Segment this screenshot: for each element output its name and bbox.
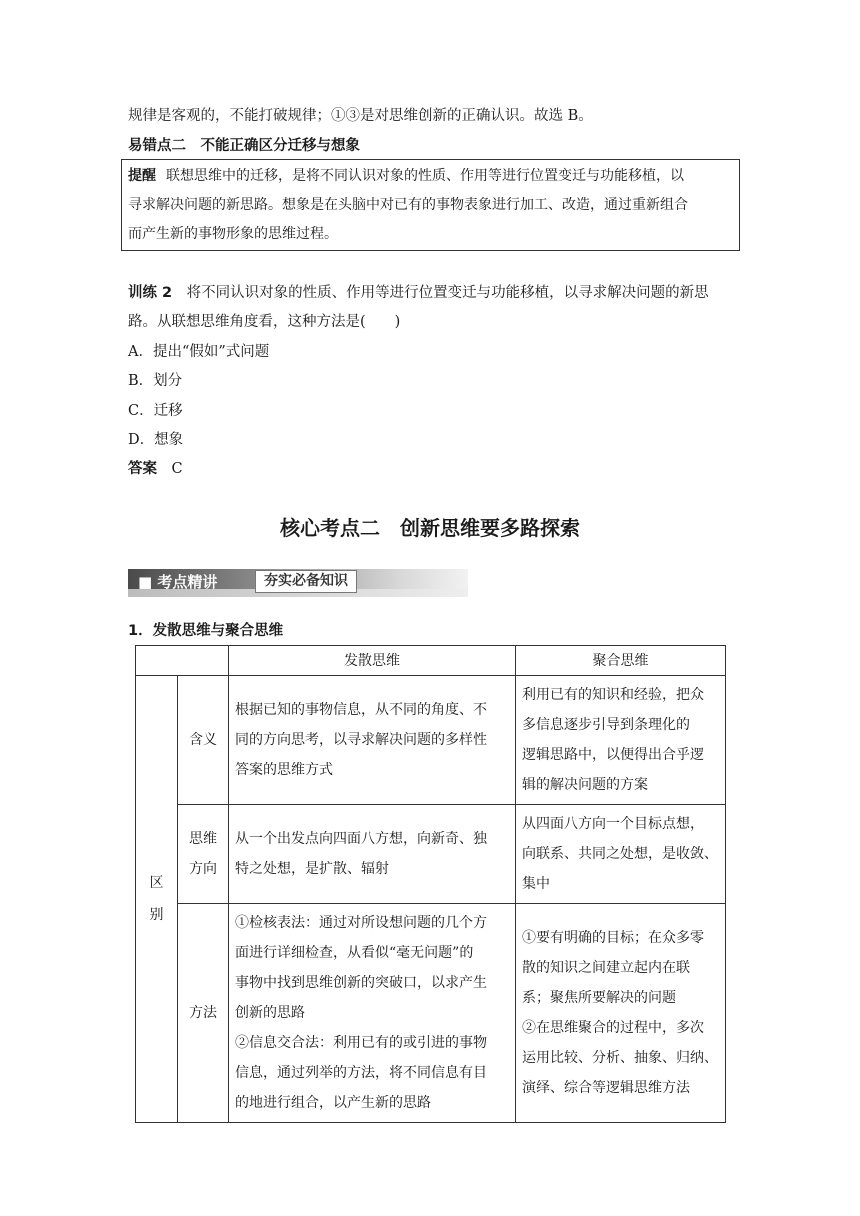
- cell-line: 散的知识之间建立起内在联: [522, 960, 690, 976]
- tip-text-1: 联想思维中的迁移，是将不同认识对象的性质、作用等进行位置变迁与功能移植，以: [166, 168, 684, 184]
- option-a: A．提出“假如”式问题: [128, 344, 270, 360]
- subsection-heading: 1．发散思维与聚合思维: [128, 623, 284, 639]
- cell-line: 利用已有的知识和经验，把众: [522, 687, 704, 703]
- cell-line: ②信息交合法：利用已有的或引进的事物: [235, 1035, 487, 1051]
- cell-line: 信息，通过列举的方法，将不同信息有目: [235, 1065, 487, 1081]
- exercise-stem-line-1: [128, 281, 709, 302]
- tip-line-2: 寻求解决问题的新思路。想象是在头脑中对已有的事物表象进行加工、改造，通过重新组合: [128, 197, 688, 213]
- cell-line: 根据已知的事物信息，从不同的角度、不: [235, 702, 487, 718]
- tip-label: 提醒: [128, 168, 156, 184]
- header-divergent: 发散思维: [229, 646, 516, 676]
- cell-line: 从四面八方向一个目标点想，: [522, 816, 704, 832]
- exercise-stem-line-2: 路。从联想思维角度看，这种方法是( ): [128, 314, 401, 330]
- exercise-label: 训练 2: [128, 285, 173, 301]
- cell-line: 辑的解决问题的方案: [522, 777, 648, 793]
- tip-line-3: 而产生新的事物形象的思维过程。: [128, 226, 338, 242]
- table-row-direction: [136, 805, 726, 904]
- header-convergent: 聚合思维: [516, 646, 726, 676]
- cell-line: ①检核表法：通过对所设想问题的几个方: [235, 915, 487, 931]
- section-title: 核心考点二 创新思维要多路探索: [280, 516, 580, 540]
- error-point-heading: 易错点二 不能正确区分迁移与想象: [128, 138, 360, 154]
- table-row-method: [136, 904, 726, 1123]
- cell-line: 多信息逐步引导到条理化的: [522, 717, 690, 733]
- cell-line: ②在思维聚合的过程中，多次: [522, 1020, 704, 1036]
- group-label-cell: [136, 676, 178, 1123]
- cell-line: 逻辑思路中，以便得出合乎逻: [522, 747, 704, 763]
- cell-line: ①要有明确的目标；在众多零: [522, 930, 704, 946]
- cell-line: 事物中找到思维创新的突破口，以求产生: [235, 975, 487, 991]
- cell-line: 向联系、共同之处想，是收敛、: [522, 846, 718, 862]
- cell-line: 创新的思路: [235, 1005, 305, 1021]
- option-b: B．划分: [128, 373, 183, 389]
- comparison-table: [135, 645, 726, 1123]
- table-header-row: [136, 646, 726, 676]
- answer-label: 答案: [128, 461, 157, 477]
- cell-line: 答案的思维方式: [235, 762, 333, 778]
- row-label-direction-text: 思维 方向: [189, 831, 217, 877]
- cell-method-divergent: [229, 904, 516, 1123]
- exercise-stem-text-1: 将不同认识对象的性质、作用等进行位置变迁与功能移植，以寻求解决问题的新思: [186, 285, 709, 301]
- tip-line-1: [128, 165, 684, 185]
- cell-line: 运用比较、分析、抽象、归纳、: [522, 1050, 718, 1066]
- option-d: D．想象: [128, 432, 184, 448]
- cell-meaning-convergent: [516, 676, 726, 805]
- answer-line: [128, 457, 183, 478]
- row-label-method: 方法: [178, 904, 229, 1123]
- cell-meaning-divergent: [229, 676, 516, 805]
- answer-value: C: [171, 461, 183, 477]
- tip-box: [121, 159, 740, 251]
- section-banner: [128, 569, 468, 597]
- row-label-direction: [178, 805, 229, 904]
- banner-left-label: ■ 考点精讲: [138, 573, 218, 591]
- cell-method-convergent: [516, 904, 726, 1123]
- table-row-meaning: [136, 676, 726, 805]
- cell-line: 集中: [522, 876, 550, 892]
- banner-right-label: 夯实必备知识: [255, 570, 357, 593]
- option-c: C．迁移: [128, 403, 183, 419]
- cell-line: 面进行详细检查，从看似“毫无问题”的: [235, 945, 474, 961]
- row-label-meaning: 含义: [178, 676, 229, 805]
- intro-line: 规律是客观的，不能打破规律；①③是对思维创新的正确认识。故选 B。: [128, 108, 593, 124]
- header-empty-cell: [136, 646, 229, 676]
- cell-line: 特之处想，是扩散、辐射: [235, 861, 389, 877]
- group-label: 区 别: [149, 875, 164, 923]
- cell-line: 演绎、综合等逻辑思维方法: [522, 1080, 690, 1096]
- cell-line: 的地进行组合，以产生新的思路: [235, 1095, 431, 1111]
- cell-line: 同的方向思考，以寻求解决问题的多样性: [235, 732, 487, 748]
- cell-direction-convergent: [516, 805, 726, 904]
- cell-line: 从一个出发点向四面八方想，向新奇、独: [235, 831, 487, 847]
- cell-direction-divergent: [229, 805, 516, 904]
- cell-line: 系；聚焦所要解决的问题: [522, 990, 676, 1006]
